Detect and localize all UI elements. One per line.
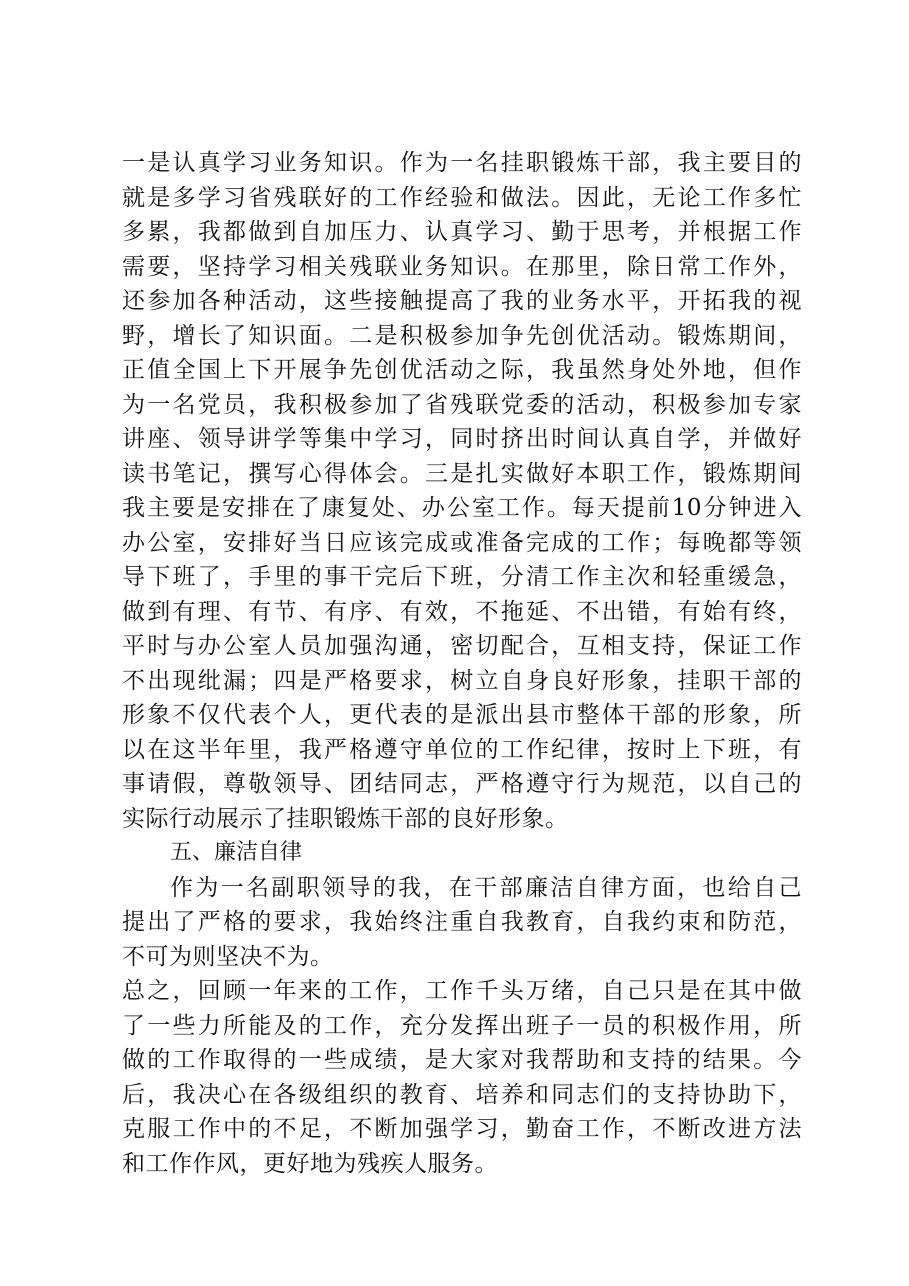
text-line: 不出现纰漏；四是严格要求，树立自身良好形象，挂职干部的 bbox=[122, 667, 802, 694]
text-line: 形象不仅代表个人，更代表的是派出县市整体干部的形象，所 bbox=[122, 702, 802, 728]
text-line: 为一名党员，我积极参加了省残联党委的活动，积极参加专家 bbox=[122, 391, 802, 418]
body-paragraph-summary bbox=[122, 974, 802, 1181]
text-line: 克服工作中的不足，不断加强学习，勤奋工作，不断改进方法 bbox=[122, 1116, 802, 1142]
text-line: 还参加各种活动，这些接触提高了我的业务水平，开拓我的视 bbox=[122, 288, 802, 314]
text-line: 以在这半年里，我严格遵守单位的工作纪律，按时上下班，有 bbox=[122, 736, 802, 763]
text-line: 提出了严格的要求，我始终注重自我教育，自我约束和防范， bbox=[122, 909, 802, 935]
text-line: 实际行动展示了挂职锻炼干部的良好形象。 bbox=[122, 805, 569, 832]
text-line: 作为一名副职领导的我，在干部廉洁自律方面，也给自己 bbox=[170, 874, 802, 901]
text-line: 就是多学习省残联好的工作经验和做法。因此，无论工作多忙 bbox=[122, 184, 802, 211]
text-line: 野，增长了知识面。二是积极参加争先创优活动。锻炼期间， bbox=[122, 322, 802, 349]
body-paragraph-work-duties bbox=[122, 146, 802, 836]
text-line: 需要，坚持学习相关残联业务知识。在那里，除日常工作外， bbox=[122, 253, 802, 280]
text-line: 不可为则坚决不为。 bbox=[122, 943, 334, 970]
text-line: 导下班了，手里的事干完后下班，分清工作主次和轻重缓急， bbox=[122, 564, 802, 590]
text-line: 和工作作风，更好地为残疾人服务。 bbox=[122, 1150, 498, 1177]
section-heading: 五、廉洁自律 bbox=[170, 840, 303, 865]
text-line: 事请假，尊敬领导、团结同志，严格遵守行为规范，以自己的 bbox=[122, 771, 802, 797]
text-line: 总之，回顾一年来的工作，工作千头万绪，自己只是在其中做 bbox=[122, 978, 802, 1004]
text-line: 一是认真学习业务知识。作为一名挂职锻炼干部，我主要目的 bbox=[122, 150, 802, 176]
document-page bbox=[122, 146, 802, 1181]
text-line: 做到有理、有节、有序、有效，不拖延、不出错，有始有终， bbox=[122, 598, 802, 625]
text-line: 正值全国上下开展争先创优活动之际，我虽然身处外地，但作 bbox=[122, 357, 802, 383]
text-line: 后，我决心在各级组织的教育、培养和同志们的支持协助下， bbox=[122, 1081, 802, 1108]
text-line: 做的工作取得的一些成绩，是大家对我帮助和支持的结果。今 bbox=[122, 1047, 802, 1073]
text-line: 平时与办公室人员加强沟通，密切配合，互相支持，保证工作 bbox=[122, 633, 802, 659]
text-line: 读书笔记，撰写心得体会。三是扎实做好本职工作，锻炼期间 bbox=[122, 460, 802, 487]
text-line: 了一些力所能及的工作，充分发挥出班子一员的积极作用，所 bbox=[122, 1012, 802, 1039]
body-paragraph-integrity bbox=[122, 871, 802, 975]
text-line: 办公室，安排好当日应该完成或准备完成的工作；每晚都等领 bbox=[122, 529, 802, 556]
text-line: 我主要是安排在了康复处、办公室工作。每天提前10分钟进入 bbox=[122, 495, 802, 521]
text-line: 多累，我都做到自加压力、认真学习、勤于思考，并根据工作 bbox=[122, 219, 802, 245]
text-line: 讲座、领导讲学等集中学习，同时挤出时间认真自学，并做好 bbox=[122, 426, 802, 452]
